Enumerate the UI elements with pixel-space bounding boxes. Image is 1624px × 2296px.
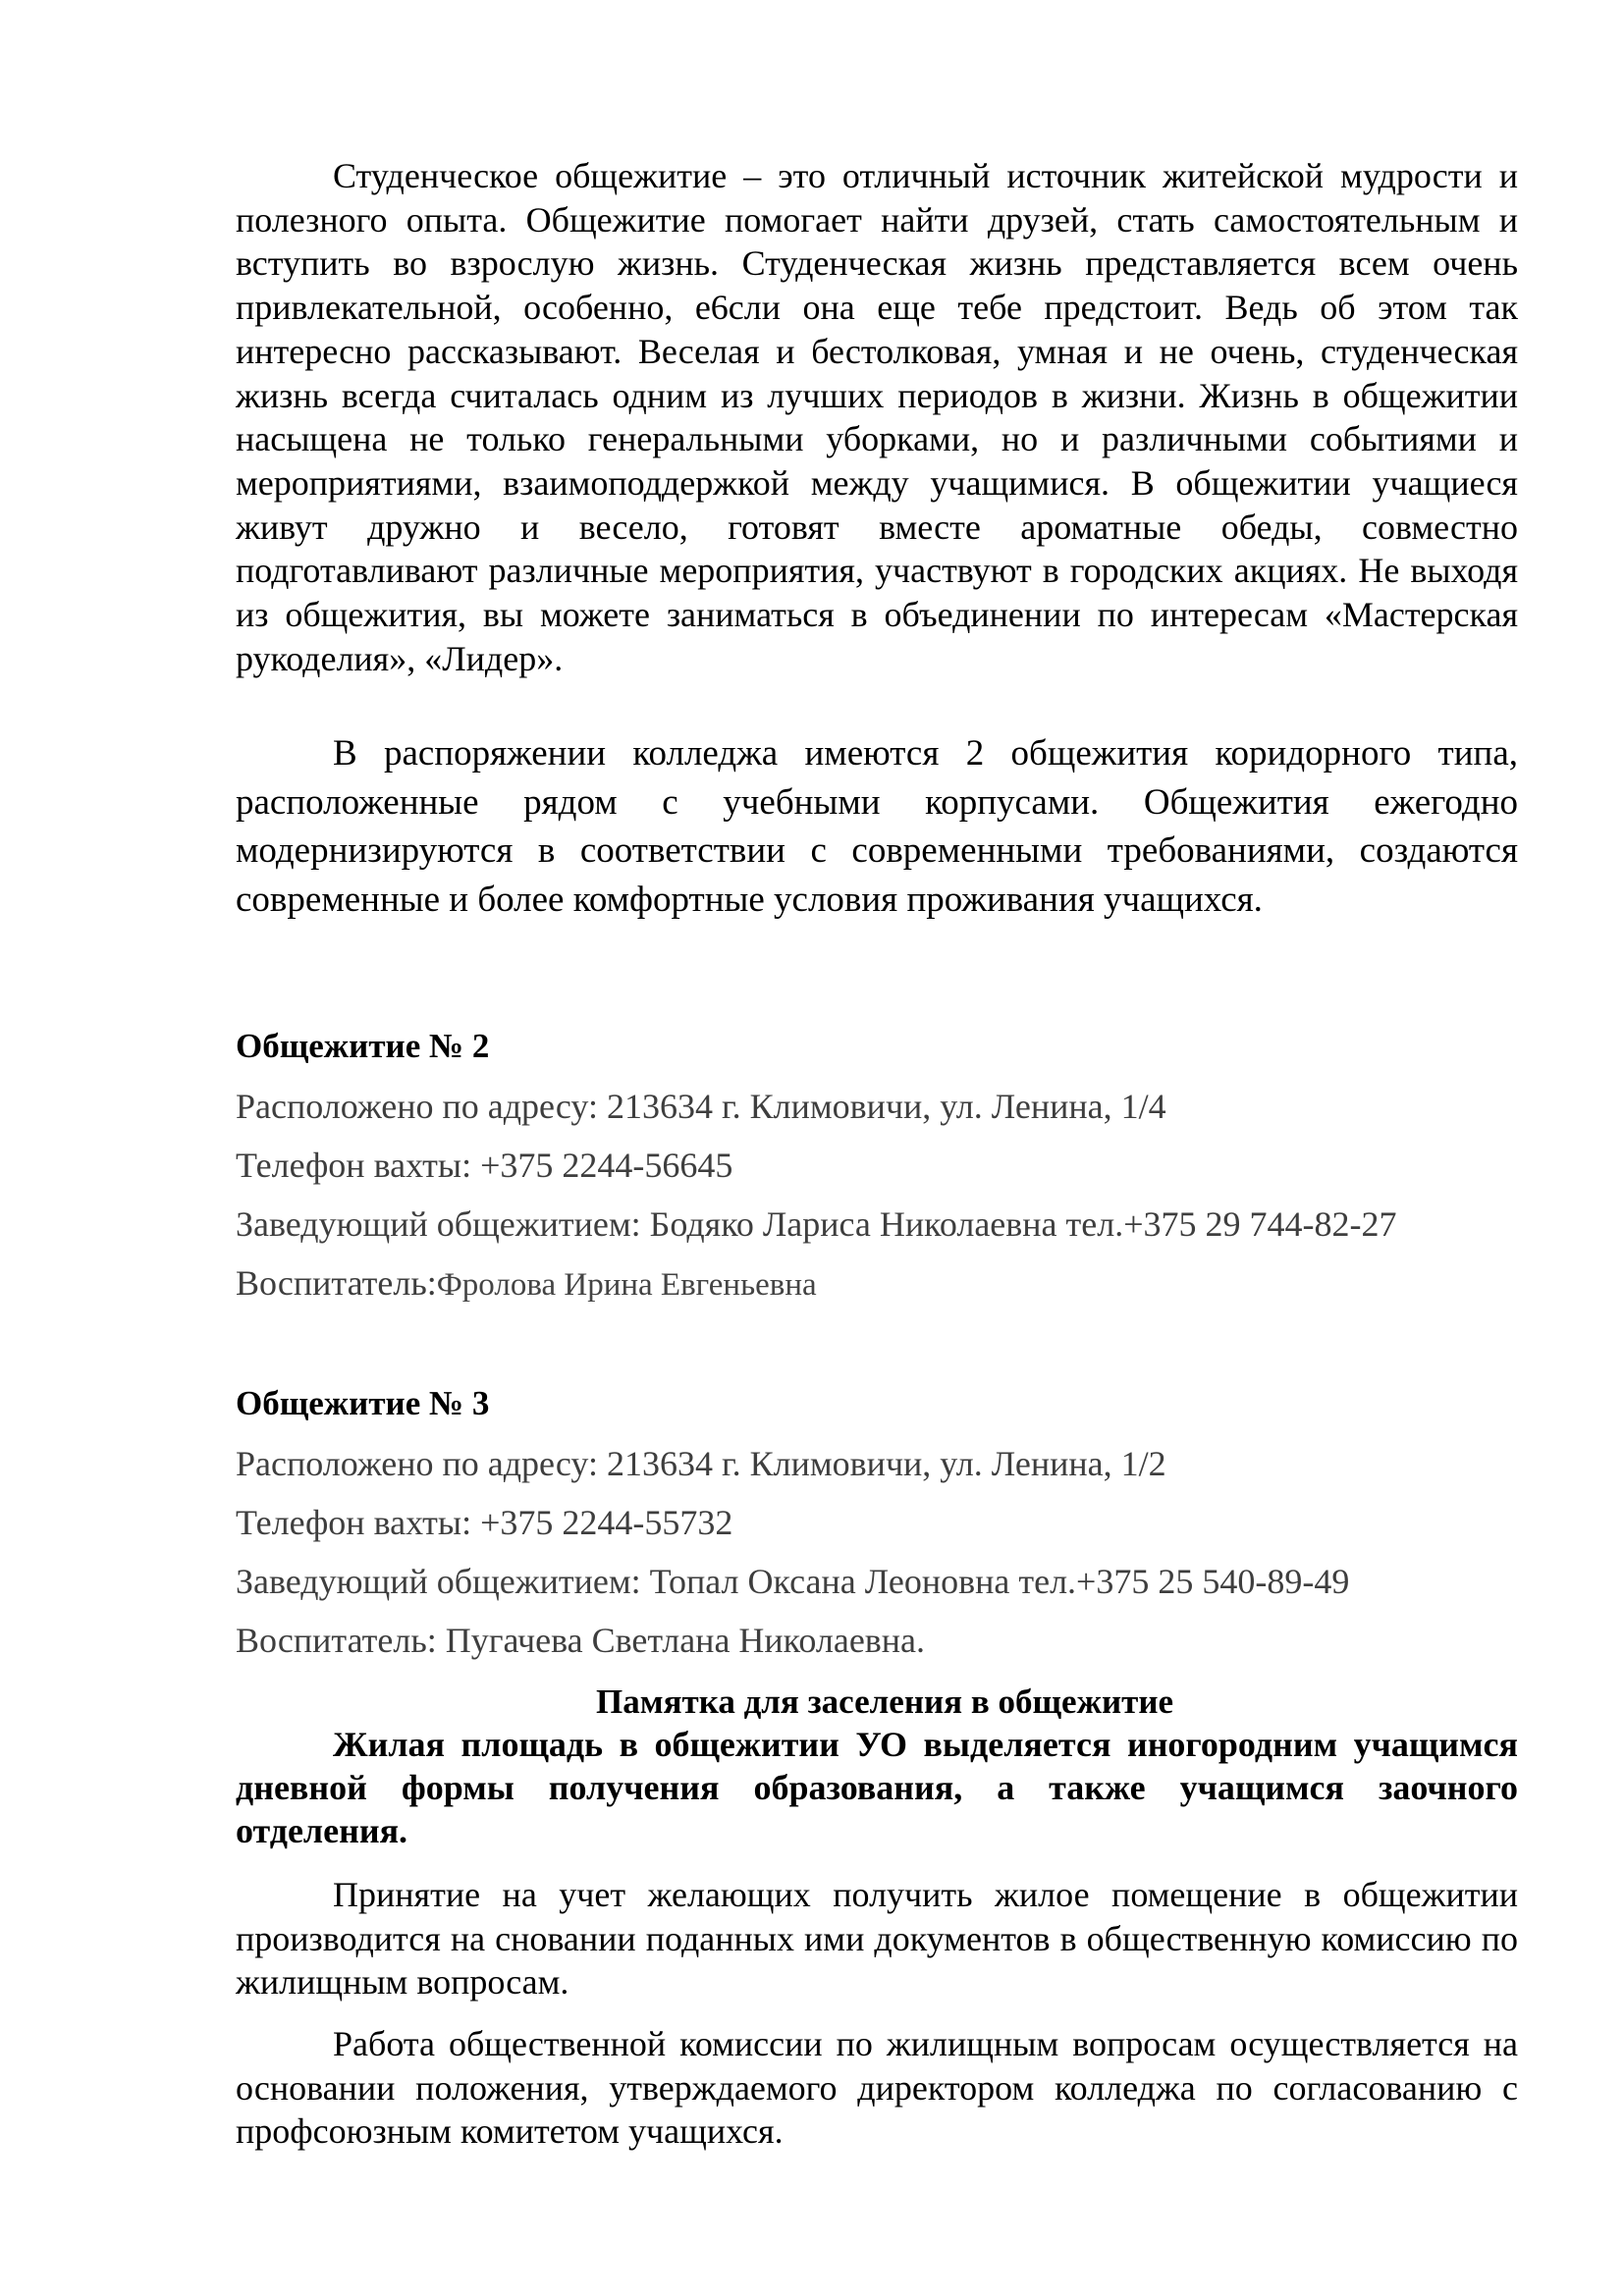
dorm-2-educator-label: Воспитатель: (236, 1263, 437, 1303)
intro-paragraph-1: Студенческое общежитие – это отличный источник житейской мудрости и полезного опыта. Общежитие помогает найти друзей, стать самостоятельным и вступить во взрослую жизнь. Студенческая жизнь представляется всем очень привлекательной, особенно, е6сли она еще тебе предстоит. Ведь об этом так интересно рассказывают. Веселая и бестолковая, умная и не очень, студенческая жизнь всегда считалась одним из лучших периодов в жизни. Жизнь в общежитии насыщена не только генеральными уборками, но и различными событиями и мероприятиями, взаимоподдержкой между учащимися. В общежитии учащиеся живут дружно и весело, готовят вместе ароматные обеды, совместно подготавливают различные мероприятия, участвуют в городских акциях. Не выходя из общежития, вы можете заниматься в объединении по интересам «Мастерская рукоделия», «Лидер». (236, 156, 1518, 678)
intro-paragraph-2: В распоряжении колледжа имеются 2 общежития коридорного типа, расположенные рядом с учебными корпусами. Общежития ежегодно модернизируются в соответствии с современными требованиями, создаются современные и более комфортные условия проживания учащихся. (236, 733, 1518, 921)
memo-paragraph-2: Работа общественной комиссии по жилищным вопросам осуществляется на основании положения, утверждаемого директором колледжа по согласованию с профсоюзным комитетом учащихся. (236, 2024, 1518, 2151)
dorm-2-title: Общежитие № 2 (236, 1027, 490, 1065)
memo-title: Памятка для заселения в общежитие (596, 1682, 1174, 1721)
dorm-2-educator (236, 1254, 1518, 1314)
dorm-2-educator-name: Фролова Ирина Евгеньевна (436, 1267, 817, 1303)
dorm-3-educator: Воспитатель: Пугачева Светлана Николаевна. (236, 1621, 926, 1660)
dorm-3-title: Общежитие № 3 (236, 1384, 490, 1422)
dorm-2-info (236, 1077, 1518, 1314)
dorm-2-phone: Телефон вахты: +375 2244-56645 (236, 1146, 733, 1185)
memo-paragraph-1: Принятие на учет желающих получить жилое помещение в общежитии производится на сновании поданных ими документов в общественную комиссию по жилищным вопросам. (236, 1875, 1518, 2002)
dorm-3-phone: Телефон вахты: +375 2244-55732 (236, 1503, 733, 1542)
dorm-3-info (236, 1434, 1518, 1670)
dorm-2-address: Расположено по адресу: 213634 г. Климовичи, ул. Ленина, 1/4 (236, 1087, 1166, 1126)
memo-bold-paragraph: Жилая площадь в общежитии УО выделяется иногородним учащимся дневной формы получения образования, а также учащимся заочного отделения. (236, 1725, 1518, 1850)
dorm-2-head: Заведующий общежитием: Бодяко Лариса Николаевна тел.+375 29 744-82-27 (236, 1204, 1397, 1244)
dorm-3-address: Расположено по адресу: 213634 г. Климовичи, ул. Ленина, 1/2 (236, 1444, 1166, 1483)
dorm-3-head: Заведующий общежитием: Топал Оксана Леоновна тел.+375 25 540-89-49 (236, 1562, 1350, 1601)
